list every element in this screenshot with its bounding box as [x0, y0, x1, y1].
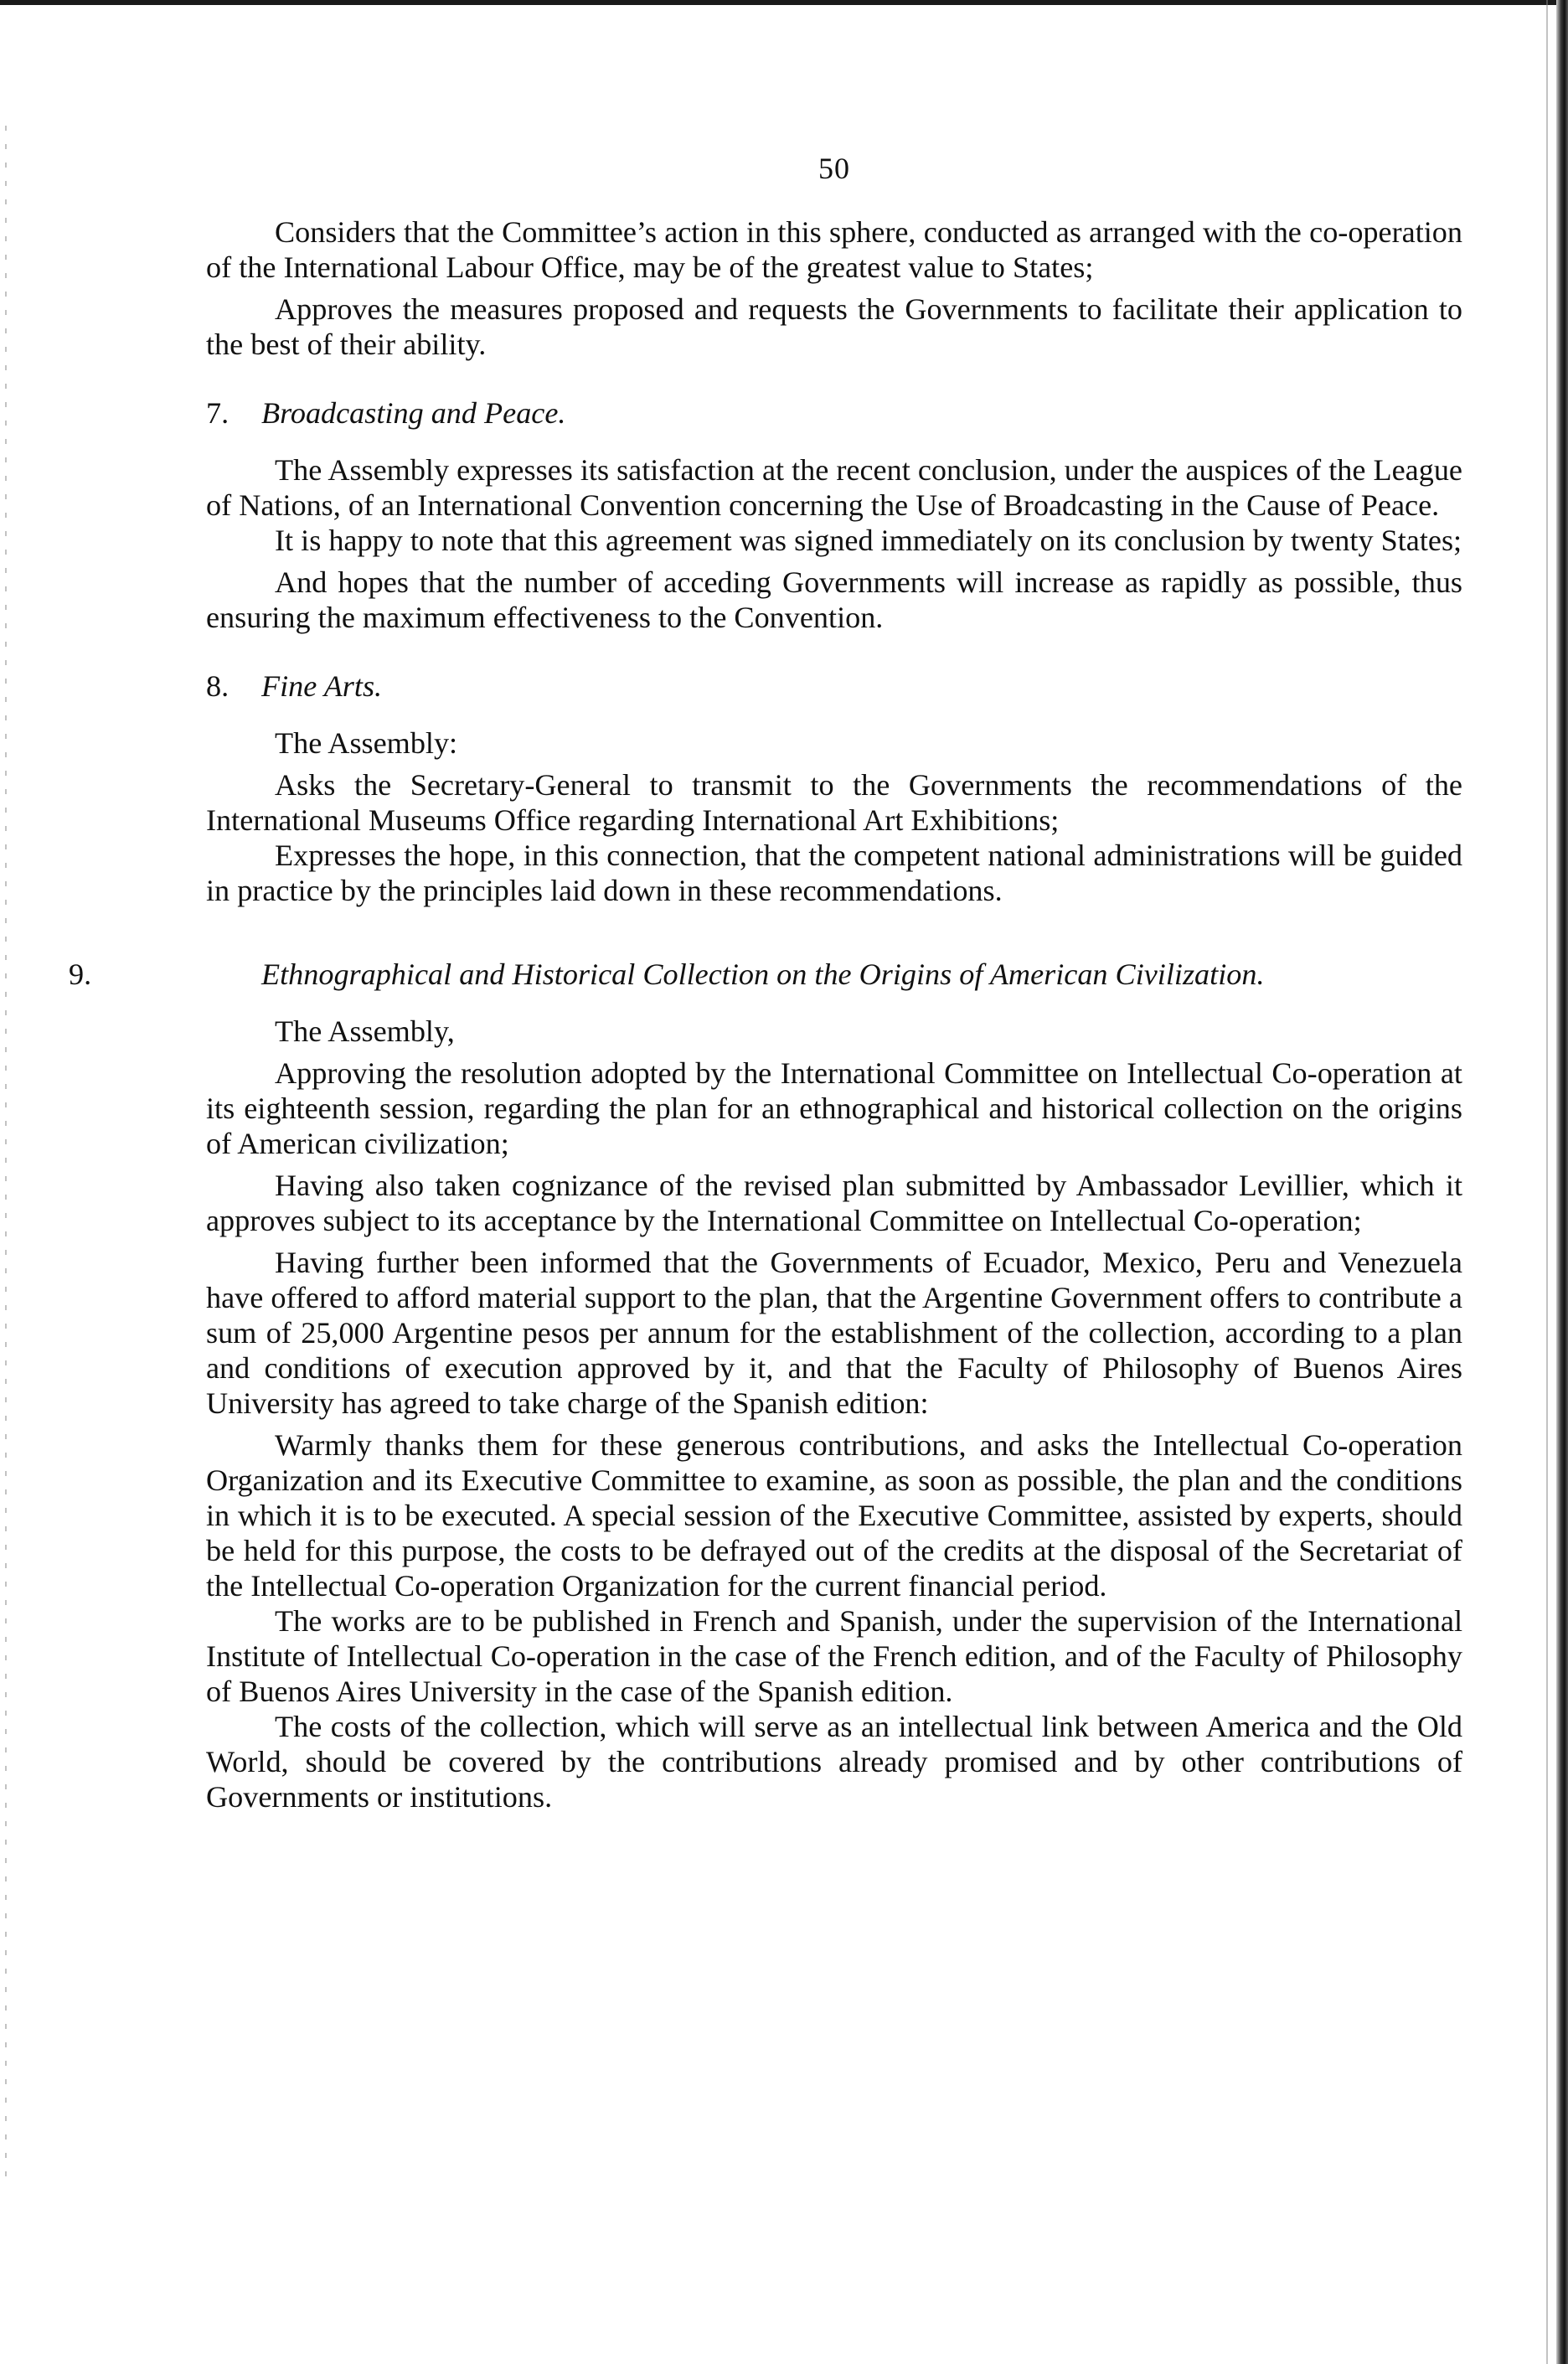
section-paragraph: The costs of the collection, which will serve as an intellectual link between America and the Old World, should be covered by the contributions already promised and by other contributions of Governments or institutions. — [206, 1710, 1462, 1814]
section-paragraph: Warmly thanks them for these generous contributions, and asks the Intellectual Co-operation Organization and its Executive Committee to examine, as soon as possible, the plan and the conditions in which it is to be executed. A special session of the Executive Committee, assisted by experts, should be held for this purpose, the costs to be defrayed out of the credits at the disposal of the Secretariat of the Intellectual Co-operation Organization for the current financial period. — [206, 1428, 1462, 1603]
scan-border-right-line — [1546, 0, 1548, 2364]
section-paragraph: It is happy to note that this agreement was signed immediately on its conclusion by twenty States; — [275, 524, 1462, 557]
section-paragraph: The Assembly, — [275, 1014, 455, 1048]
section-paragraph: Approving the resolution adopted by the International Committee on Intellectual Co-operation at its eighteenth session, regarding the plan for an ethnographical and historical collection on the origins of American civilization; — [206, 1056, 1462, 1160]
section-number: 8. — [206, 669, 230, 703]
section-paragraph: The Assembly expresses its satisfaction at the recent conclusion, under the auspices of the League of Nations, of an International Convention concerning the Use of Broadcasting in the Cause of Peace. — [206, 453, 1462, 522]
section-paragraph: And hopes that the number of acceding Governments will increase as rapidly as possible, thus ensuring the maximum effectiveness to the Convention. — [206, 565, 1462, 634]
section-title: Broadcasting and Peace. — [261, 396, 566, 430]
section-paragraph: Having also taken cognizance of the revised plan submitted by Ambassador Levillier, which it approves subject to its acceptance by the International Committee on Intellectual Co-operation; — [206, 1169, 1462, 1237]
section-number: 7. — [206, 396, 230, 430]
scan-border-left — [5, 126, 7, 2178]
section-title: Ethnographical and Historical Collection on the Origins of American Civilization. — [261, 957, 1265, 991]
document-page — [69, 151, 1462, 1814]
section-title: Fine Arts. — [261, 669, 383, 703]
section-number: 9. — [69, 957, 92, 991]
intro-paragraph: Considers that the Committee’s action in this sphere, conducted as arranged with the co-operation of the International Labour Office, may be of the greatest value to States; — [206, 215, 1462, 284]
section-paragraph: The Assembly: — [275, 726, 458, 760]
scan-border-top — [0, 0, 1558, 5]
page-number: 50 — [818, 152, 850, 185]
section-paragraph: The works are to be published in French and Spanish, under the supervision of the International Institute of Intellectual Co-operation in the case of the French edition, and of the Faculty of Philosophy of Buenos Aires University in the case of the Spanish edition. — [206, 1604, 1462, 1708]
section-paragraph: Having further been informed that the Governments of Ecuador, Mexico, Peru and Venezuela have offered to afford material support to the plan, that the Argentine Government offers to contribute a sum of 25,000 Argentine pesos per annum for the establishment of the collection, according to a plan and conditions of execution approved by it, and that the Faculty of Philosophy of Buenos Aires University has agreed to take charge of the Spanish edition: — [206, 1246, 1462, 1420]
section-heading-ethnographical — [69, 957, 1462, 992]
section-heading-fine-arts — [206, 668, 1462, 704]
intro-paragraph: Approves the measures proposed and requests the Governments to facilitate their application to the best of their ability. — [206, 292, 1462, 361]
section-paragraph: Asks the Secretary-General to transmit to the Governments the recommendations of the International Museums Office regarding International Art Exhibitions; — [206, 768, 1462, 837]
section-paragraph: Expresses the hope, in this connection, that the competent national administrations will be guided in practice by the principles laid down in these recommendations. — [206, 839, 1462, 907]
scan-border-right — [1556, 0, 1568, 2364]
section-heading-broadcasting — [206, 395, 1462, 431]
